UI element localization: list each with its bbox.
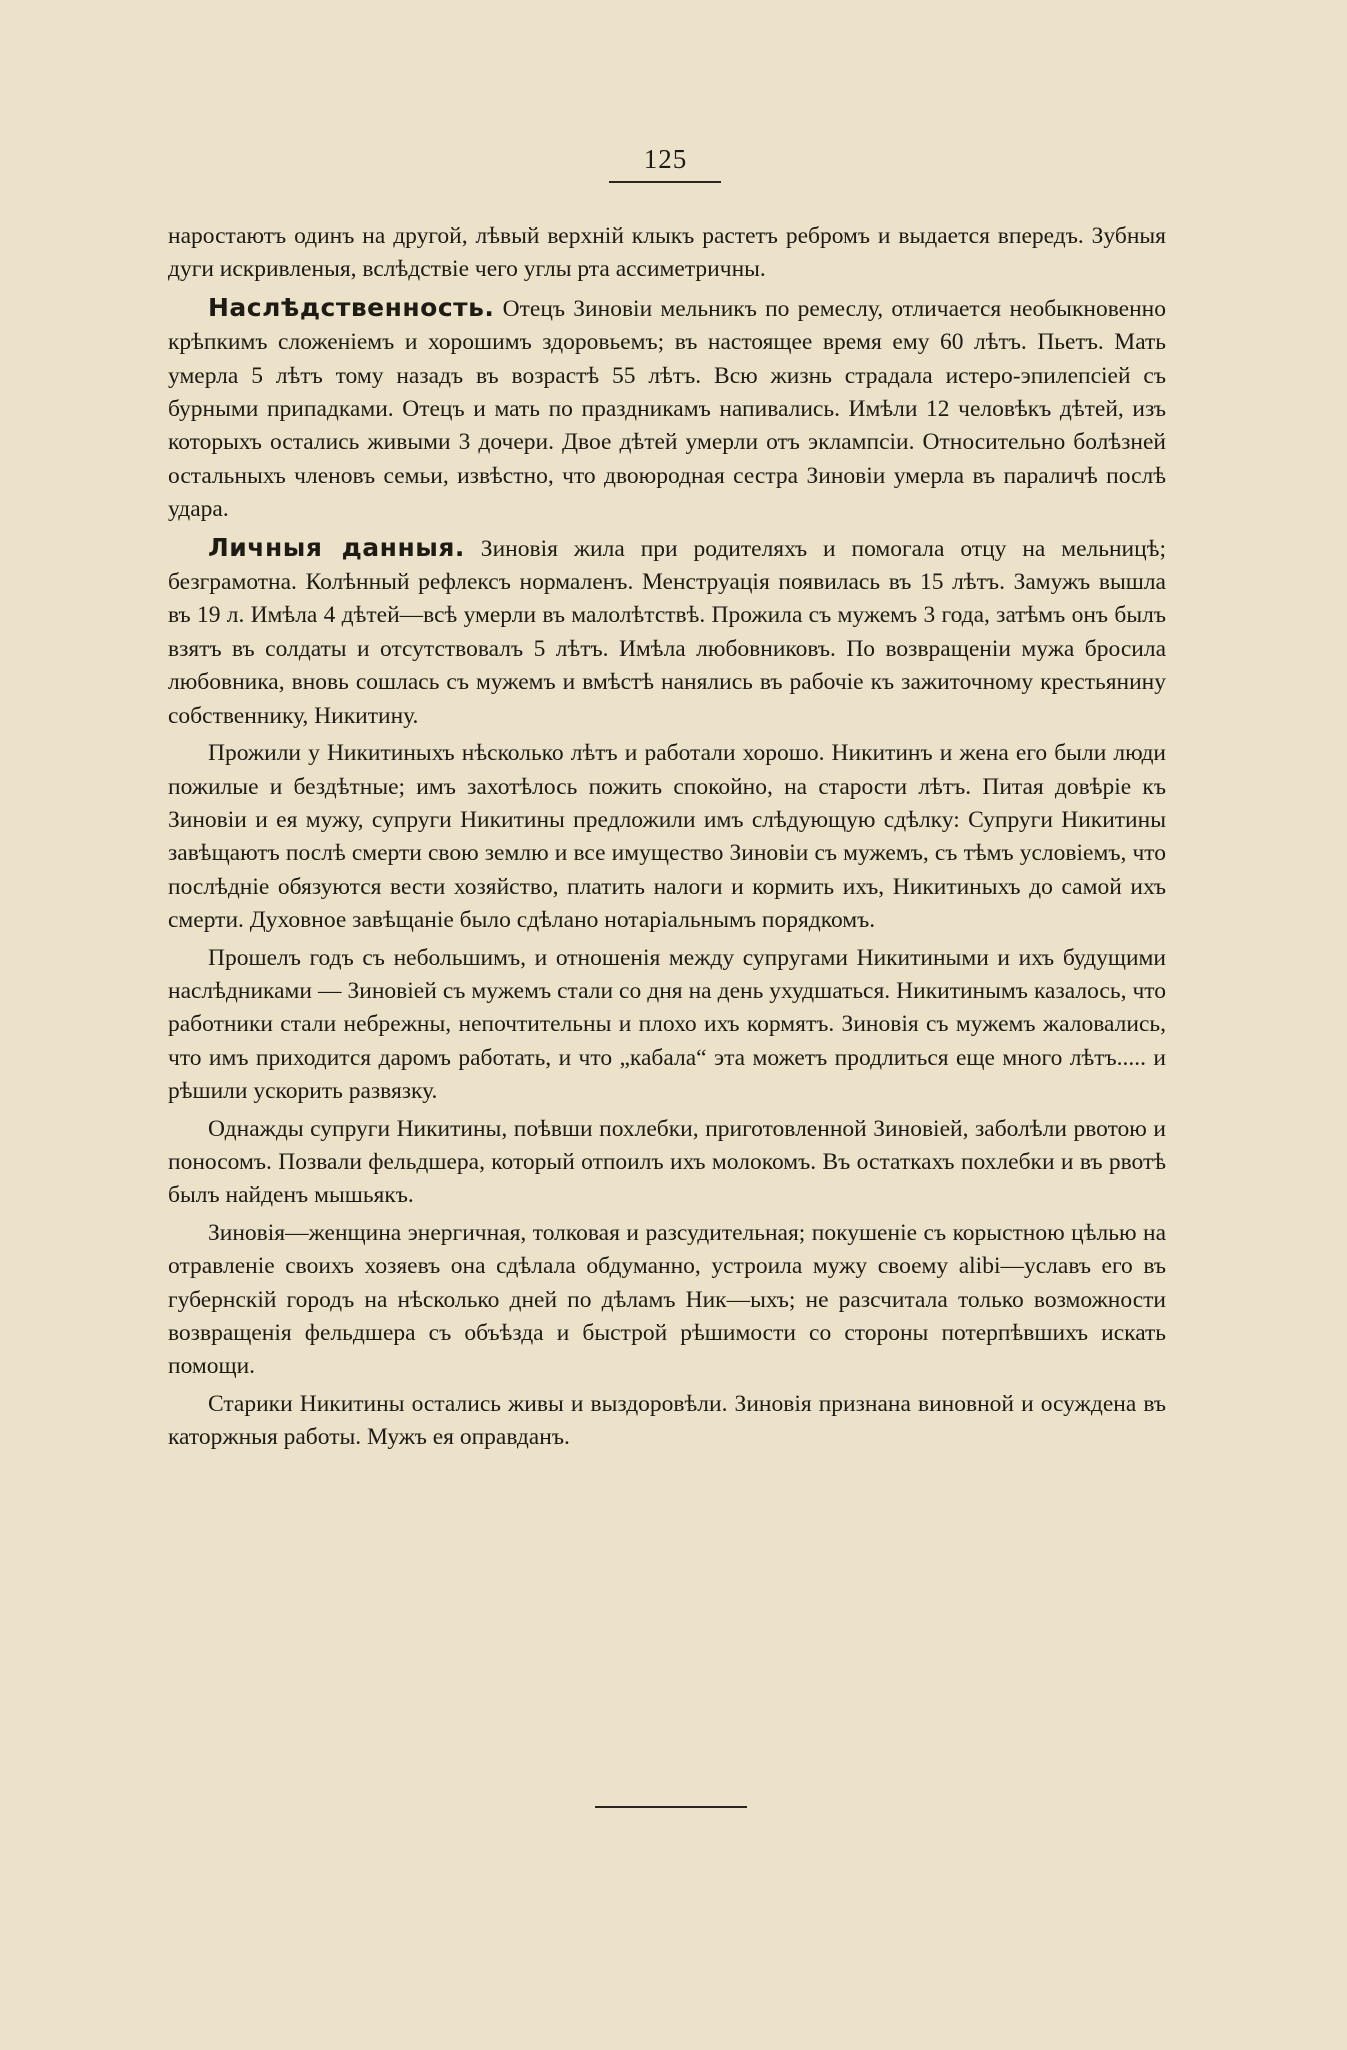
body-text xyxy=(168,220,1166,1455)
paragraph-text: Прожили у Никитиныхъ нѣсколько лѣтъ и работали хорошо. Никитинъ и жена его были люди пожилые и бездѣтные; имъ захотѣлось пожить спокойно, на старости лѣтъ. Питая довѣріе къ Зиновіи и ея мужу, супруги Никитины предложили имъ слѣдующую сдѣлку: Супруги Никитины завѣщаютъ послѣ смерти свою землю и все имущество Зиновіи съ мужемъ, съ тѣмъ условіемъ, что послѣдніе обязуются вести хозяйство, платить налоги и кормить ихъ, Никитиныхъ до самой ихъ смерти. Духовное завѣщаніе было сдѣлано нотаріальнымъ порядкомъ. xyxy=(168,740,1166,934)
section-heading-personal-data: Личныя данныя. xyxy=(208,532,465,562)
paragraph-text: наростаютъ одинъ на другой, лѣвый верхній клыкъ растетъ ребромъ и выдается впередъ. Зубныя дуги искривленыя, вслѣдствіе чего углы рта ассиметричны. xyxy=(168,223,1166,283)
paragraph-personal-data xyxy=(168,531,1166,733)
paragraph-heredity xyxy=(168,291,1166,527)
page-number: 125 xyxy=(643,144,688,174)
paragraph-text: Зиновія—женщина энергичная, толковая и разсудительная; покушеніе съ корыстною цѣлью на отравленіе своихъ хозяевъ она сдѣлала обдуманно, устроила мужу своему alibi—уславъ его въ губернскій городъ на нѣсколько дней по дѣламъ Ник—ыхъ; не разсчитала только возможности возвращенія фельдшера съ объѣзда и быстрой рѣшимости со стороны потерпѣвшихъ искать помощи. xyxy=(168,1219,1166,1380)
header-rule xyxy=(609,181,721,183)
paragraph xyxy=(168,1113,1166,1213)
paragraph-continuation xyxy=(168,220,1166,287)
section-heading-heredity: Наслѣдственность. xyxy=(208,292,495,322)
paragraph-text: Отецъ Зиновіи мельникъ по ремеслу, отличается необыкновенно крѣпкимъ сложеніемъ и хорошимъ здоровьемъ; въ настоящее время ему 60 лѣтъ. Пьетъ. Мать умерла 5 лѣтъ тому назадъ въ возрастѣ 55 лѣтъ. Всю жизнь страдала истеро-эпилепсіей съ бурными припадками. Отецъ и мать по праздникамъ напивались. Имѣли 12 человѣкъ дѣтей, изъ которыхъ остались живыми 3 дочери. Двое дѣтей умерли отъ эклампсіи. Относительно болѣзней остальныхъ членовъ семьи, извѣстно, что двоюродная сестра Зиновіи умерла въ параличѣ послѣ удара. xyxy=(168,295,1166,523)
paragraph-text: Зиновія жила при родителяхъ и помогала отцу на мельницѣ; безграмотна. Колѣнный рефлексъ нормаленъ. Менструація появилась въ 15 лѣтъ. Замужъ вышла въ 19 л. Имѣла 4 дѣтей—всѣ умерли въ малолѣтствѣ. Прожила съ мужемъ 3 года, затѣмъ онъ былъ взятъ въ солдаты и отсутствовалъ 5 лѣтъ. Имѣла любовниковъ. По возвращеніи мужа бросила любовника, вновь сошлась съ мужемъ и вмѣстѣ нанялись въ рабочіе къ зажиточному крестьянину собственнику, Никитину. xyxy=(168,535,1166,729)
paragraph-text: Старики Никитины остались живы и выздоровѣли. Зиновія признана виновной и осуждена въ каторжныя работы. Мужъ ея оправданъ. xyxy=(168,1390,1166,1451)
paragraph-text: Прошелъ годъ съ небольшимъ, и отношенія между супругами Никитиными и ихъ будущими наслѣдниками — Зиновіей съ мужемъ стали со дня на день ухудшаться. Никитинымъ казалось, что работники стали небрежны, непочтительны и плохо ихъ кормятъ. Зиновія съ мужемъ жаловались, что имъ приходится даромъ работать, и что „кабала“ эта можетъ продлиться еще много лѣтъ..... и рѣшили ускорить развязку. xyxy=(168,944,1166,1105)
paragraph-text: Однажды супруги Никитины, поѣвши похлебки, приготовленной Зиновіей, заболѣли рвотою и поносомъ. Позвали фельдшера, который отпоилъ ихъ молокомъ. Въ остаткахъ похлебки и въ рвотѣ былъ найденъ мышьякъ. xyxy=(168,1115,1166,1209)
paragraph xyxy=(168,737,1166,937)
end-rule xyxy=(595,1806,747,1808)
paragraph xyxy=(168,942,1166,1109)
paragraph xyxy=(168,1388,1166,1455)
paragraph xyxy=(168,1217,1166,1384)
